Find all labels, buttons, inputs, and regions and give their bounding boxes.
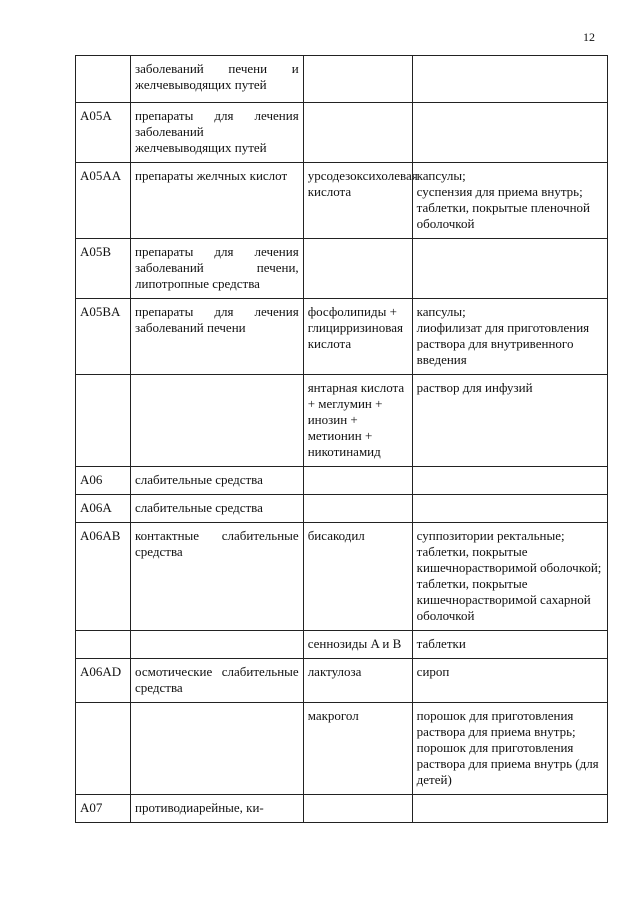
pharmacological-group-cell: слабительные средства [131,467,304,495]
drug-name-cell: фосфолипиды + глицирризиновая кислота [303,299,412,375]
table-row [76,299,608,375]
table-row [76,523,608,631]
pharmacological-group-cell: препараты для лечения заболеваний печени [131,299,304,375]
atc-code-cell: A06 [76,467,131,495]
table-row [76,795,608,823]
atc-code-cell [76,631,131,659]
pharmacological-group-cell: противодиарейные, ки- [131,795,304,823]
atc-code-cell: A06AD [76,659,131,703]
dosage-form-cell: капсулы; суспензия для приема внутрь; таблетки, покрытые пленочной оболочкой [412,163,607,239]
drug-name-cell: сеннозиды A и B [303,631,412,659]
dosage-form-cell: суппозитории ректальные; таблетки, покрытые кишечнорастворимой оболочкой; таблетки, покрытые кишечнорастворимой сахарной оболочкой [412,523,607,631]
dosage-form-cell: порошок для приготовления раствора для приема внутрь; порошок для приготовления раствора для приема внутрь (для детей) [412,703,607,795]
atc-code-cell [76,375,131,467]
table-row [76,631,608,659]
dosage-form-cell [412,795,607,823]
table-row [76,375,608,467]
drug-name-cell: макрогол [303,703,412,795]
table-row [76,103,608,163]
pharmacological-group-cell: контактные слабительные средства [131,523,304,631]
atc-code-cell: A06AB [76,523,131,631]
dosage-form-cell: сироп [412,659,607,703]
table-row [76,56,608,103]
dosage-form-cell [412,56,607,103]
dosage-form-cell [412,239,607,299]
drug-name-cell [303,239,412,299]
table-row [76,239,608,299]
page-number: 12 [583,30,595,44]
dosage-form-cell [412,467,607,495]
drug-name-cell [303,795,412,823]
drug-classification-table [75,55,608,823]
dosage-form-cell: раствор для инфузий [412,375,607,467]
atc-code-cell [76,56,131,103]
table-row [76,163,608,239]
atc-code-cell [76,703,131,795]
dosage-form-cell: таблетки [412,631,607,659]
pharmacological-group-cell: препараты желчных кислот [131,163,304,239]
atc-code-cell: A06A [76,495,131,523]
atc-code-cell: A05B [76,239,131,299]
table-row [76,659,608,703]
drug-name-cell: лактулоза [303,659,412,703]
dosage-form-cell: капсулы; лиофилизат для приготовления раствора для внутривенного введения [412,299,607,375]
drug-name-cell [303,56,412,103]
atc-code-cell: A05A [76,103,131,163]
dosage-form-cell [412,103,607,163]
table-row [76,703,608,795]
pharmacological-group-cell: препараты для лечения заболеваний желчевыводящих путей [131,103,304,163]
pharmacological-group-cell: препараты для лечения заболеваний печени, липотропные средства [131,239,304,299]
pharmacological-group-cell: слабительные средства [131,495,304,523]
table-row [76,467,608,495]
pharmacological-group-cell [131,703,304,795]
atc-code-cell: A07 [76,795,131,823]
pharmacological-group-cell: осмотические слабительные средства [131,659,304,703]
drug-name-cell [303,467,412,495]
dosage-form-cell [412,495,607,523]
drug-name-cell: урсодезоксихолевая кислота [303,163,412,239]
drug-name-cell: бисакодил [303,523,412,631]
pharmacological-group-cell [131,631,304,659]
pharmacological-group-cell [131,375,304,467]
drug-name-cell [303,495,412,523]
table-body [76,56,608,823]
atc-code-cell: A05AA [76,163,131,239]
pharmacological-group-cell: заболеваний печени и желчевыводящих путей [131,56,304,103]
drug-name-cell [303,103,412,163]
atc-code-cell: A05BA [76,299,131,375]
table-row [76,495,608,523]
drug-name-cell: янтарная кислота + меглумин + инозин + метионин + никотинамид [303,375,412,467]
